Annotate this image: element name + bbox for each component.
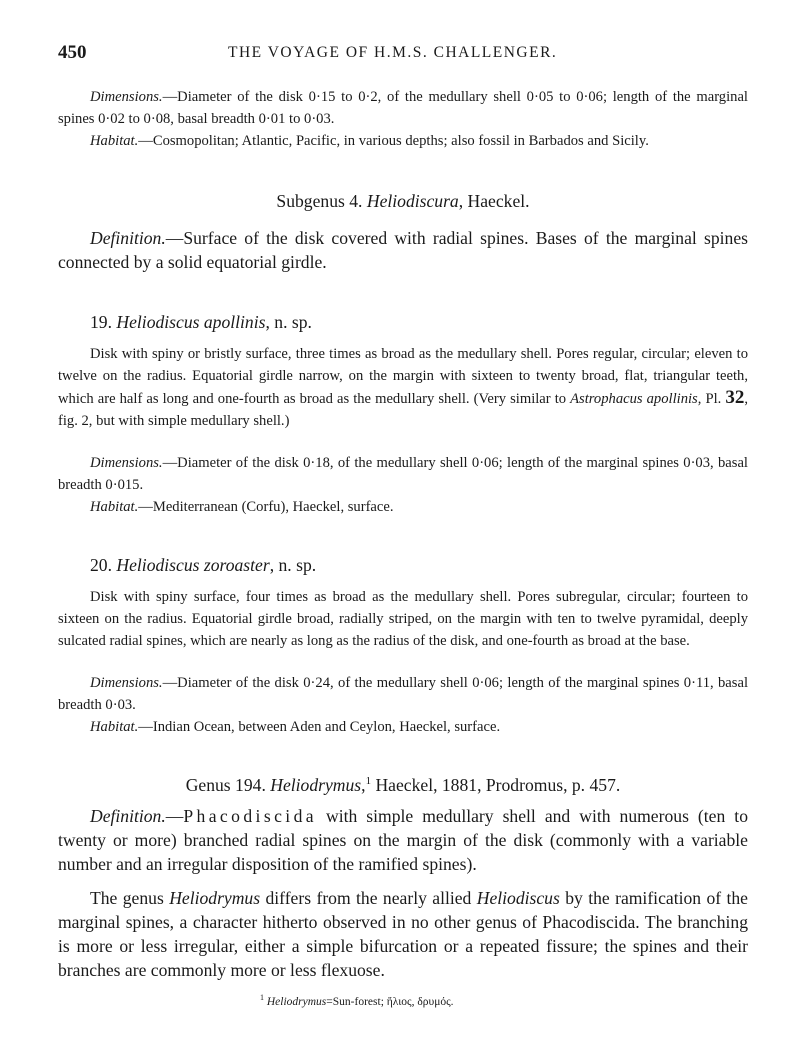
species-19-name: Heliodiscus apollinis — [116, 312, 266, 332]
dimensions-label: Dimensions. — [90, 455, 163, 471]
page-header — [58, 38, 748, 68]
species-19-suffix: , n. sp. — [265, 312, 312, 332]
definition-text: with simple medullary shell and with numerous (ten to twenty or more) branched radial spines on the margin of the disk (commonly with a variable number and an irregular disposition of the ramified spines). — [58, 806, 748, 874]
genus-definition: Definition.—Phacodiscida with simple medullary shell and with numerous (ten to twenty or more) branched radial spines on the margin of the disk (commonly with a variable number and an irregular disposition of the ramified spines). — [58, 806, 748, 874]
species-20-suffix: , n. sp. — [269, 555, 317, 575]
habitat-text: —Indian Ocean, between Aden and Ceylon, Haeckel, surface. — [138, 719, 501, 735]
top-dimensions — [58, 86, 748, 130]
footnote-number: 1 — [260, 993, 264, 1002]
genus-author: Haeckel, 1881, Prodromus, p. 457. — [371, 774, 621, 795]
species-20-habitat — [58, 716, 748, 738]
footnote — [260, 991, 740, 1009]
species-19-habitat — [58, 496, 748, 518]
habitat-label: Habitat. — [90, 499, 139, 515]
family-name: Phacodiscida — [183, 806, 317, 826]
habitat-text: —Cosmopolitan; Atlantic, Pacific, in various depths; also fossil in Barbados and Sicily. — [138, 133, 649, 149]
species-19-description: Disk with spiny or bristly surface, three times as broad as the medullary shell. Pores regular, circular; eleven to twelve on the radius. Equatorial girdle narrow, on the margin with sixteen to twenty broad, flat, triangular teeth, which are half as long and one-fourth as broad as the medullary shell. (Very similar to Astrophacus apollinis, Pl. 32, fig. 2, but with simple medullary shell.) — [58, 346, 749, 429]
page-number: 450 — [58, 42, 87, 63]
species-20-name: Heliodiscus zoroaster — [116, 555, 270, 575]
subgenus-heading — [58, 189, 748, 213]
genus-remarks: The genus Heliodrymus differs from the nearly allied Heliodiscus by the ramification of the marginal spines, a character hitherto observed in no other genus of Phacodiscida. The branching is more or less irregular, either a simple bifurcation or a repeated fissure; the spines and their branches are commonly more or less flexuose. — [58, 888, 748, 980]
subgenus-definition — [58, 226, 748, 274]
species-19-number: 19. — [90, 312, 112, 332]
habitat-label: Habitat. — [90, 719, 139, 735]
definition-label: Definition. — [90, 806, 166, 826]
top-habitat — [58, 130, 748, 152]
genus-name: Heliodrymus — [270, 774, 362, 795]
definition-text: —Surface of the disk covered with radial spines. Bases of the marginal spines connected by a solid equatorial girdle. — [58, 228, 748, 272]
footnote-greek: ἥλιος, δρυμός. — [386, 995, 454, 1008]
running-title: THE VOYAGE OF H.M.S. CHALLENGER. — [228, 44, 558, 61]
footnote-text: =Sun-forest; — [326, 995, 387, 1008]
dimensions-text: —Diameter of the disk 0·18, of the medullary shell 0·06; length of the marginal spines 0·03, basal breadth 0·015. — [58, 455, 748, 493]
species-20-number: 20. — [90, 555, 112, 575]
species-20-heading — [90, 553, 740, 577]
genus-prefix: Genus 194. — [185, 774, 266, 795]
habitat-text: —Mediterranean (Corfu), Haeckel, surface. — [138, 499, 394, 515]
habitat-label: Habitat. — [90, 133, 139, 149]
dimensions-label: Dimensions. — [90, 675, 163, 691]
subgenus-name: Heliodiscura — [366, 191, 459, 211]
genus-heading: Genus 194. Heliodrymus,$^1$ Haeckel, 1881, Prodromus, p. 457. — [185, 774, 621, 795]
dimensions-label: Dimensions. — [90, 89, 163, 105]
species-19-dimensions — [58, 452, 748, 496]
definition-label: Definition. — [90, 228, 166, 248]
species-20-description: Disk with spiny surface, four times as broad as the medullary shell. Pores subregular, circular; fourteen to sixteen on the radius. Equatorial girdle broad, radially striped, on the margin with ten to twelve pyramidal, deeply sulcated radial spines, which are nearly as long as the radius of the disk, and one-fourth as broad at the base. — [58, 589, 748, 649]
dimensions-text: —Diameter of the disk 0·15 to 0·2, of the medullary shell 0·05 to 0·06; length of the marginal spines 0·02 to 0·08, basal breadth 0·01 to 0·03. — [58, 89, 748, 127]
footnote-mark: 1 — [365, 775, 372, 787]
dimensions-text: —Diameter of the disk 0·24, of the medullary shell 0·06; length of the marginal spines 0·11, basal breadth 0·03. — [58, 675, 748, 713]
species-19-heading — [90, 310, 740, 334]
footnote-term: Heliodrymus — [266, 995, 327, 1008]
referenced-species: Astrophacus apollinis — [570, 391, 698, 407]
subgenus-author: , Haeckel. — [458, 191, 530, 211]
species-20-dimensions — [58, 672, 748, 716]
subgenus-prefix: Subgenus 4. — [276, 191, 363, 211]
plate-number: 32 — [725, 387, 745, 408]
